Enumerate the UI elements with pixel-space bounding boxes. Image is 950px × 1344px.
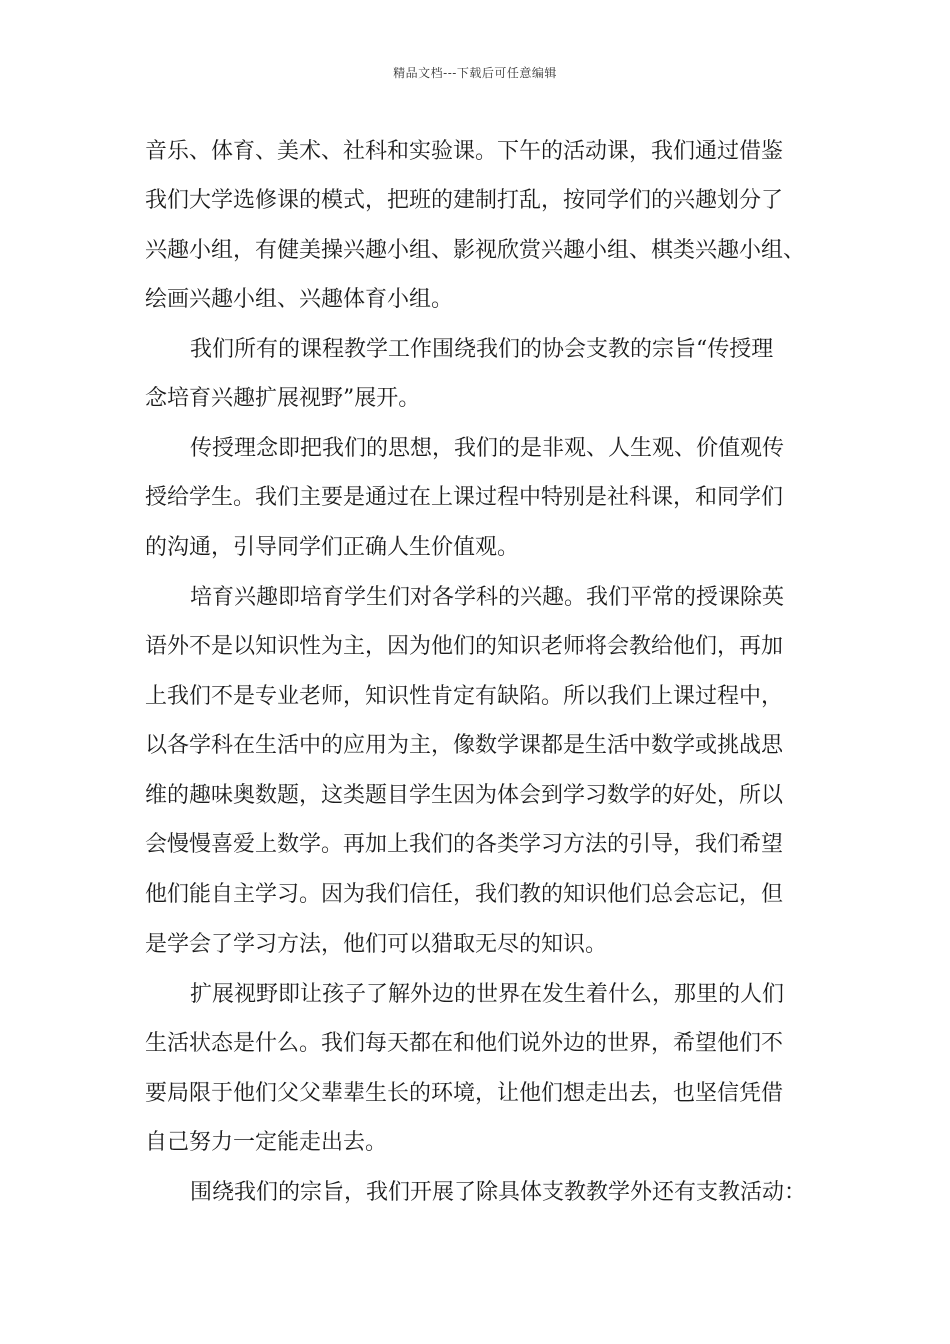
text-line: 会慢慢喜爱上数学。再加上我们的各类学习方法的引导，我们希望 — [145, 832, 784, 857]
text-line: 上我们不是专业老师，知识性肯定有缺陷。所以我们上课过程中， — [145, 684, 784, 709]
text-line: 维的趣味奥数题，这类题目学生因为体会到学习数学的好处，所以 — [145, 783, 784, 808]
text-line: 音乐、体育、美术、社科和实验课。下午的活动课，我们通过借鉴 — [145, 139, 784, 164]
text-line: 以各学科在生活中的应用为主，像数学课都是生活中数学或挑战思 — [145, 733, 784, 758]
text-line: 培育兴趣即培育学生们对各学科的兴趣。我们平常的授课除英 — [190, 585, 785, 610]
text-line: 是学会了学习方法，他们可以猎取无尽的知识。 — [145, 932, 608, 957]
text-line: 授给学生。我们主要是通过在上课过程中特别是社科课，和同学们 — [145, 485, 784, 510]
text-line: 他们能自主学习。因为我们信任，我们教的知识他们总会忘记，但 — [145, 882, 784, 907]
text-line: 我们大学选修课的模式，把班的建制打乱，按同学们的兴趣划分了 — [145, 188, 784, 213]
text-line: 扩展视野即让孩子了解外边的世界在发生着什么，那里的人们 — [190, 982, 785, 1007]
text-line: 传授理念即把我们的思想，我们的是非观、人生观、价值观传 — [190, 436, 785, 461]
page-header: 精品文档---下载后可任意编辑 — [393, 66, 557, 80]
text-line: 念培育兴趣扩展视野”展开。 — [145, 386, 421, 411]
text-line: 的沟通，引导同学们正确人生价值观。 — [145, 535, 520, 560]
text-line: 我们所有的课程教学工作围绕我们的协会支教的宗旨“传授理 — [190, 337, 774, 362]
text-line: 自己努力一定能走出去。 — [145, 1130, 388, 1155]
text-line: 围绕我们的宗旨，我们开展了除具体支教教学外还有支教活动： — [190, 1180, 807, 1205]
text-line: 语外不是以知识性为主，因为他们的知识老师将会教给他们，再加 — [145, 634, 784, 659]
text-line: 绘画兴趣小组、兴趣体育小组。 — [145, 287, 454, 312]
text-line: 生活状态是什么。我们每天都在和他们说外边的世界，希望他们不 — [145, 1031, 784, 1056]
text-line: 兴趣小组，有健美操兴趣小组、影视欣赏兴趣小组、棋类兴趣小组、 — [145, 238, 806, 263]
text-line: 要局限于他们父父辈辈生长的环境，让他们想走出去，也坚信凭借 — [145, 1081, 784, 1106]
